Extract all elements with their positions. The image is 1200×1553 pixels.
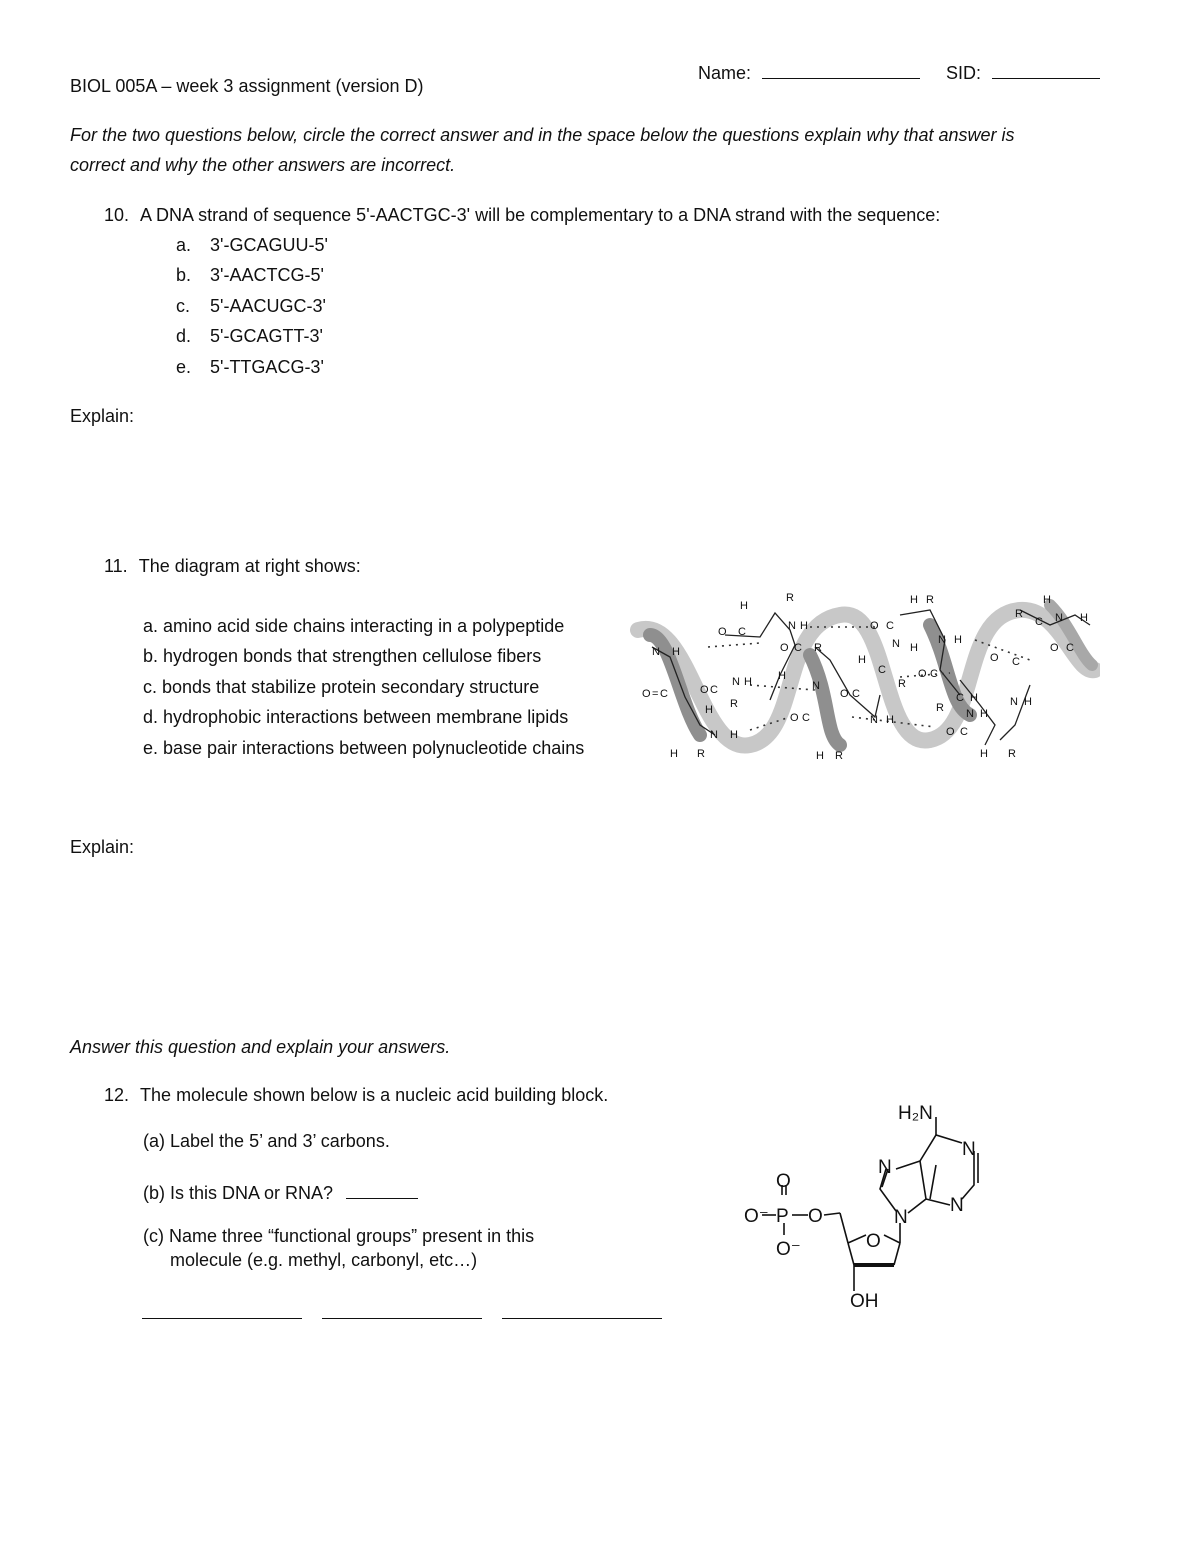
option-letter: d. [176, 326, 192, 346]
q10-option-b[interactable] [176, 265, 324, 286]
atom-label: N [788, 620, 796, 632]
atom-label: H [858, 654, 866, 666]
atom-label: H [910, 642, 918, 654]
molecule-atom-label: OH [850, 1291, 879, 1312]
q11-explain-label: Explain: [70, 837, 135, 857]
sid-label: SID: [946, 63, 982, 83]
molecule-atom-label: N [894, 1207, 908, 1228]
atom-label: H [740, 600, 748, 612]
atom-label: H [800, 620, 808, 632]
atom-label: H [1043, 594, 1051, 606]
atom-label: N [938, 634, 946, 646]
atom-label: H [670, 748, 678, 760]
molecule-atom-label: O⁻ [744, 1206, 769, 1227]
question-12 [104, 1085, 608, 1106]
atom-label: N [652, 646, 660, 658]
q11-option-b[interactable]: b. hydrogen bonds that strengthen cellulose fibers [143, 646, 542, 666]
atom-label: H [980, 708, 988, 720]
atom-label: C [802, 712, 810, 724]
question-text: A DNA strand of sequence 5'-AACTGC-3' will be complementary to a DNA strand with the sequence: [140, 205, 941, 225]
atom-label: C [1012, 656, 1020, 668]
name-field[interactable] [698, 60, 920, 84]
q11-option-e[interactable]: e. base pair interactions between polynucleotide chains [143, 738, 585, 758]
atom-label: R [898, 678, 906, 690]
molecule-atom-label: N [950, 1195, 964, 1216]
atom-label: H [672, 646, 680, 658]
atom-label: H [954, 634, 962, 646]
atom-label: N [710, 729, 718, 741]
question-11 [104, 556, 361, 577]
atom-label: O [790, 712, 799, 724]
atom-label: C [956, 692, 964, 704]
q10-explain-label: Explain: [70, 406, 135, 426]
atom-label: O [870, 620, 879, 632]
instructions-line1: For the two questions below, circle the correct answer and in the space below the questions explain why that answer is [70, 125, 1015, 145]
q10-option-c[interactable] [176, 296, 326, 317]
atom-label: C [886, 620, 894, 632]
atom-label: H [730, 729, 738, 741]
functional-group-blank-3[interactable] [502, 1300, 662, 1319]
atom-label: C [794, 642, 802, 654]
atom-label: N [966, 708, 974, 720]
atom-label: O [918, 668, 927, 680]
name-blank[interactable] [762, 60, 920, 79]
dna-rna-blank[interactable] [346, 1180, 418, 1199]
section2-instruction: Answer this question and explain your answers. [70, 1037, 451, 1057]
molecule-atom-label: N [962, 1139, 976, 1160]
atom-label: H [744, 676, 752, 688]
functional-group-blank-2[interactable] [322, 1300, 482, 1319]
atom-label: H [816, 750, 824, 762]
atom-label: R [1015, 608, 1023, 620]
option-text: 5'-GCAGTT-3' [210, 326, 323, 346]
q10-option-a[interactable] [176, 235, 328, 256]
molecule-atom-label: H₂N [898, 1103, 933, 1124]
atom-label: H [970, 692, 978, 704]
molecule-atom-label: O⁻ [776, 1239, 801, 1260]
atom-label: N [812, 680, 820, 692]
question-number: 10. [104, 205, 130, 225]
atom-label: N [1010, 696, 1018, 708]
atom-label: O [700, 684, 709, 696]
instructions-line2: correct and why the other answers are incorrect. [70, 155, 456, 175]
molecule-bonds [762, 1117, 978, 1291]
course-title: BIOL 005A – week 3 assignment (version D) [70, 76, 424, 96]
q12-part-c-line1: (c) Name three “functional groups” present in this [143, 1226, 535, 1246]
molecule-atom-label: O [866, 1231, 881, 1252]
atom-label: R [697, 748, 705, 760]
atom-label: O [990, 652, 999, 664]
question-10 [104, 205, 940, 226]
atom-label: C [738, 626, 746, 638]
question-text: The molecule shown below is a nucleic acid building block. [140, 1085, 609, 1105]
atom-label: H [910, 594, 918, 606]
atom-label: C [960, 726, 968, 738]
option-letter: e. [176, 357, 192, 377]
atom-label: H [980, 748, 988, 760]
atom-label: H [778, 670, 786, 682]
part-b-text: (b) Is this DNA or RNA? [143, 1183, 334, 1203]
atom-label: R [926, 594, 934, 606]
name-label: Name: [698, 63, 752, 83]
atom-label: H [705, 704, 713, 716]
atom-label: C [852, 688, 860, 700]
q11-option-a[interactable]: a. amino acid side chains interacting in a polypeptide [143, 616, 565, 636]
svg-text:=: = [652, 688, 659, 700]
atom-label: O [840, 688, 849, 700]
atom-label: C [710, 684, 718, 696]
atom-label: C [930, 668, 938, 680]
functional-group-blank-1[interactable] [142, 1300, 302, 1319]
question-number: 12. [104, 1085, 130, 1105]
alpha-helix-diagram [630, 585, 1100, 770]
atom-label: R [936, 702, 944, 714]
molecule-atom-label: O [808, 1206, 823, 1227]
option-letter: b. [176, 265, 192, 285]
atom-label: R [814, 642, 822, 654]
q12-part-b [143, 1180, 418, 1204]
atom-label: R [1008, 748, 1016, 760]
option-text: 5'-AACUGC-3' [210, 296, 326, 316]
option-letter: c. [176, 296, 191, 316]
option-text: 5'-TTGACG-3' [210, 357, 324, 377]
sid-field[interactable] [946, 60, 1100, 84]
q11-option-c[interactable]: c. bonds that stabilize protein secondary structure [143, 677, 540, 697]
q10-option-e[interactable] [176, 357, 324, 378]
atom-label: O [718, 626, 727, 638]
atom-label: H [1024, 696, 1032, 708]
q12-part-c-line2: molecule (e.g. methyl, carbonyl, etc…) [170, 1250, 478, 1270]
option-text: 3'-AACTCG-5' [210, 265, 324, 285]
atom-label: H [1080, 612, 1088, 624]
q12-part-a: (a) Label the 5’ and 3’ carbons. [143, 1131, 390, 1151]
question-text: The diagram at right shows: [138, 556, 361, 576]
atom-label: N [732, 676, 740, 688]
atom-label: N [870, 714, 878, 726]
atom-label: H [886, 714, 894, 726]
molecule-labels [744, 1103, 976, 1312]
atom-label: C [878, 664, 886, 676]
atom-label: C [1066, 642, 1074, 654]
atom-label: C [660, 688, 668, 700]
atom-label: C [1035, 616, 1043, 628]
atom-label: O [1050, 642, 1059, 654]
atom-label: R [835, 750, 843, 762]
molecule-atom-label: N [878, 1157, 892, 1178]
nucleotide-structure [740, 1095, 1000, 1320]
molecule-atom-label: O [776, 1171, 791, 1192]
atom-label: R [730, 698, 738, 710]
option-letter: a. [176, 235, 192, 255]
atom-label: O [780, 642, 789, 654]
atom-label: N [892, 638, 900, 650]
atom-label: R [786, 592, 794, 604]
option-text: 3'-GCAGUU-5' [210, 235, 328, 255]
atom-label: N [1055, 612, 1063, 624]
atom-label: O [642, 688, 651, 700]
molecule-atom-label: P [776, 1206, 789, 1227]
q10-option-d[interactable] [176, 326, 323, 347]
helix-ribbon [638, 610, 1095, 746]
question-number: 11. [104, 556, 128, 576]
q11-option-d[interactable]: d. hydrophobic interactions between membrane lipids [143, 707, 569, 727]
sid-blank[interactable] [992, 60, 1100, 79]
atom-label: O [946, 726, 955, 738]
